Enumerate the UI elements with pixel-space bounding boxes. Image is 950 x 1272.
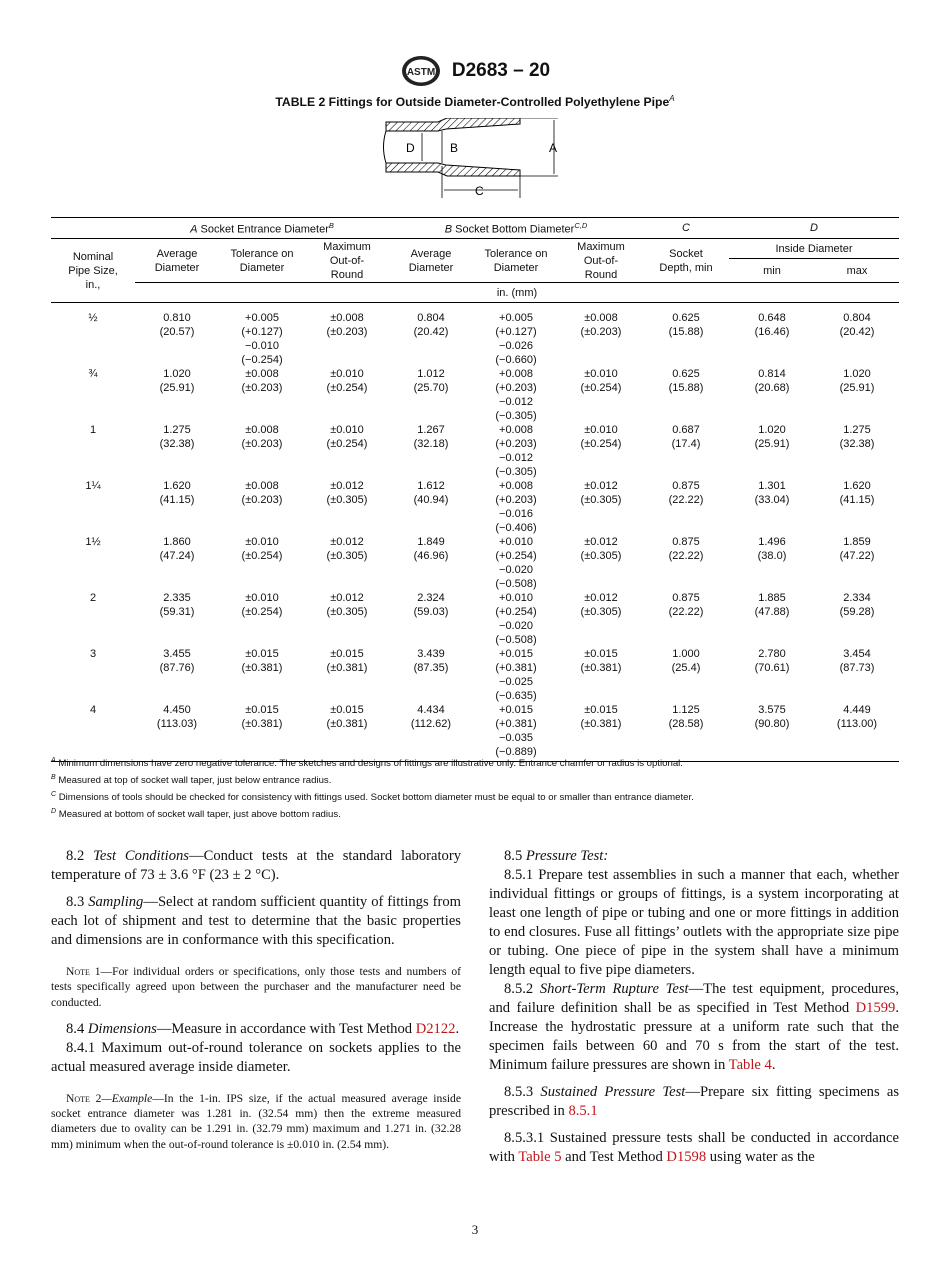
dim-label-b: B [450,141,459,155]
table-row [51,311,899,367]
cell-a-avg: 1.020 (25.91) [159,367,195,394]
cell-d-min: 1.020 (25.91) [754,423,790,450]
cell-d-min: 1.301 (33.04) [754,479,790,506]
link-table-5[interactable]: Table 5 [518,1149,562,1165]
section-8-5-1: 8.5.1 Prepare test assemblies in such a manner that each, whether individual fittings or groups of fittings, is a system incorporating at least one length of pipe or tubing and one or more fittings in addition to end closures. Fuse all fittings’ outlets with the appropriate size pipe or tubing. One piece of pipe in the system shall have a minimum length equal to five pipe diameters. [489,867,899,978]
cell-d-min: 1.496 (38.0) [757,535,787,562]
cell-b-oor: ±0.015 (±0.381) [580,647,622,674]
note-2: Note 2—Example—In the 1-in. IPS size, if the actual measured average inside socket entrance diameter was 1.281 in. (32.54 mm) then the extreme measured diameters due to ovality can be 1.291 in. (32.79 mm) maximum and 1.271 in. (32.28 mm) minimum when the out-of-round tolerance is ±0.010 in. (2.54 mm). [51,1091,461,1151]
fittings-table [51,217,899,762]
cell-b-oor: ±0.012 (±0.305) [580,479,622,506]
cell-a-avg: 3.455 (87.76) [159,647,195,674]
cell-a-oor: ±0.015 (±0.381) [326,647,368,674]
section-8-5-2: 8.5.2 Short-Term Rupture Test—The test equipment, procedures, and failure definition shall be as specified in Test Method D1599. Increase the hydrostatic pressure at a uniform rate such that the specimen fails between 60 and 70 s from the start of the test. Minimum failure pressures are shown in Table 4. [489,981,899,1073]
table-row [51,367,899,423]
cell-size: 1¼ [85,479,101,492]
col-oor-b: Maximum Out-of-Round [577,240,625,281]
dim-label-a: A [549,141,558,155]
cell-d-max: 4.449 (113.00) [815,703,899,762]
dim-label-c: C [475,184,484,198]
group-c-header: C [643,218,729,239]
cell-size: 2 [89,591,97,604]
left-column [51,847,461,1162]
cell-size: ½ [88,311,98,324]
cell-b-avg: 1.849 (46.96) [413,535,449,562]
table-group-header-row [51,218,899,239]
cell-b-oor: ±0.008 (±0.203) [580,311,622,338]
section-8-5-3: 8.5.3 Sustained Pressure Test—Prepare six fitting specimens as prescribed in 8.5.1 [489,1084,899,1119]
cell-size: 1½ [85,535,101,548]
cell-a-avg: 1.275 (32.38) [159,423,195,450]
cell-b-tol: +0.010 (+0.254) −0.020 (−0.508) [495,535,537,590]
cell-c: 0.625 (15.88) [668,311,704,338]
cell-a-oor: ±0.010 (±0.254) [326,367,368,394]
col-inside-diameter: Inside Diameter [729,239,899,259]
cell-b-avg: 1.012 (25.70) [413,367,449,394]
cell-c: 0.875 (22.22) [668,479,704,506]
group-b-header: B Socket Bottom Diameter$^{C,D}$ [389,218,643,239]
table-row [51,479,899,535]
col-oor-a: Maximum Out-of-Round [323,240,371,281]
cell-b-avg: 2.324 (59.03) [413,591,449,618]
cell-d-min: 3.575 (90.80) [729,703,815,762]
cell-b-oor: ±0.010 (±0.254) [580,423,622,450]
col-avg-a: Average Diameter [154,247,200,274]
cell-a-tol: ±0.008 (±0.203) [241,479,283,506]
cell-a-oor: ±0.015 (±0.381) [305,703,389,762]
astm-logo-text: ASTM [406,67,436,78]
cell-b-tol: +0.005 (+0.127) −0.026 (−0.660) [495,311,537,366]
col-tol-b: Tolerance on Diameter [484,247,548,274]
cell-a-oor: ±0.012 (±0.305) [326,591,368,618]
cell-b-avg: 0.804 (20.42) [413,311,449,338]
cell-b-avg: 4.434 (112.62) [389,703,473,762]
col-max: max [846,264,868,277]
cell-b-tol: +0.015 (+0.381) −0.035 (−0.889) [473,703,559,762]
cell-d-max: 1.020 (25.91) [839,367,875,394]
cell-b-oor: ±0.015 (±0.381) [559,703,643,762]
cell-b-oor: ±0.012 (±0.305) [580,535,622,562]
right-column [489,847,899,1167]
cell-a-avg: 1.860 (47.24) [159,535,195,562]
cell-a-avg: 4.450 (113.03) [135,703,219,762]
table-row [51,591,899,647]
link-table-4[interactable]: Table 4 [728,1057,772,1073]
col-nominal: Nominal Pipe Size, in., [51,239,135,303]
section-8-4-1: 8.4.1 Maximum out-of-round tolerance on sockets applies to the actual measured average inside diameter. [51,1039,461,1075]
cell-a-oor: ±0.012 (±0.305) [326,479,368,506]
group-a-header: A Socket Entrance Diameter$^B$ [135,218,389,239]
table-title: TABLE 2 Fittings for Outside Diameter-Controlled Polyethylene Pipe$^A$ [275,94,675,110]
cell-a-tol: ±0.010 (±0.254) [241,535,283,562]
section-8-3: 8.3 Sampling—Select at random sufficient quantity of fittings from each lot of shipment and test to determine that the basic properties and dimensions are in conformance with this specification. [51,894,461,948]
cell-d-min: 0.814 (20.68) [754,367,790,394]
col-min: min [763,264,781,277]
units-row: in. (mm) [135,283,899,303]
table-row [51,703,899,762]
cell-b-avg: 1.267 (32.18) [413,423,449,450]
cell-d-max: 2.334 (59.28) [839,591,875,618]
link-8-5-1[interactable]: 8.5.1 [568,1103,598,1119]
cell-a-tol: ±0.008 (±0.203) [241,423,283,450]
table-row [51,535,899,591]
cell-a-avg: 2.335 (59.31) [159,591,195,618]
table-row [51,647,899,703]
cell-a-tol: ±0.008 (±0.203) [241,367,283,394]
cell-a-avg: 0.810 (20.57) [159,311,195,338]
dim-label-d: D [406,141,415,155]
cell-c: 0.875 (22.22) [668,535,704,562]
cell-c: 0.875 (22.22) [668,591,704,618]
cell-b-tol: +0.008 (+0.203) −0.012 (−0.305) [495,367,537,422]
cell-b-tol: +0.015 (+0.381) −0.025 (−0.635) [495,647,537,702]
page-number: 3 [471,1222,479,1237]
col-avg-b: Average Diameter [408,247,454,274]
link-d1599[interactable]: D1599 [855,1000,896,1016]
section-8-2: 8.2 Test Conditions—Conduct tests at the standard laboratory temperature of 73 ± 3.6 °F (23 ± 2 °C). [51,848,461,883]
section-8-5-3-1: 8.5.3.1 Sustained pressure tests shall be conducted in accordance with Table 5 and Test Method D1598 using water as the [489,1130,899,1165]
cell-size: 4 [51,703,135,762]
document-code: D2683 – 20 [451,60,551,81]
cell-d-max: 0.804 (20.42) [839,311,875,338]
fitting-wall-bottom [386,163,520,176]
cell-d-min: 1.885 (47.88) [754,591,790,618]
cell-d-max: 1.620 (41.15) [839,479,875,506]
cell-b-oor: ±0.010 (±0.254) [580,367,622,394]
cell-size: ¾ [88,367,98,380]
footnote: $^C$ Dimensions of tools should be checked for consistency with fittings used. Socket bottom diameter must be equal to or smaller than entrance diameter. [51,790,694,804]
footnote: $^D$ Measured at bottom of socket wall taper, just above bottom radius. [51,807,341,821]
cell-b-tol: +0.008 (+0.203) −0.012 (−0.305) [495,423,537,478]
cell-a-avg: 1.620 (41.15) [159,479,195,506]
col-tol-a: Tolerance on Diameter [230,247,294,274]
cell-c: 0.625 (15.88) [668,367,704,394]
cell-d-max: 1.859 (47.22) [839,535,875,562]
cell-d-max: 1.275 (32.38) [839,423,875,450]
cell-a-tol: ±0.010 (±0.254) [241,591,283,618]
table-row [51,423,899,479]
page-header [0,54,950,88]
cell-a-oor: ±0.008 (±0.203) [326,311,368,338]
cell-d-max: 3.454 (87.73) [839,647,875,674]
link-d1598[interactable]: D1598 [666,1149,707,1165]
group-d-header: D [729,218,899,239]
cell-a-tol: +0.005 (+0.127) −0.010 (−0.254) [241,311,283,366]
section-8-5: 8.5 Pressure Test: [504,848,609,864]
fitting-socket-diagram [380,118,580,200]
cell-c: 1.000 (25.4) [671,647,701,674]
cell-b-oor: ±0.012 (±0.305) [580,591,622,618]
footnote: $^A$ Minimum dimensions have zero negative tolerance. The sketches and designs of fittings are illustrative only. Entrance chamfer or radius is optional. [51,757,683,770]
link-d2122[interactable]: D2122 [415,1020,456,1037]
cell-a-oor: ±0.010 (±0.254) [326,423,368,450]
fitting-wall-top [386,118,520,131]
cell-b-avg: 1.612 (40.94) [413,479,449,506]
note-1: Note 1—For individual orders or specifications, only those tests and numbers of tests specifically agreed upon between the purchaser and the manufacturer need be conducted. [51,965,461,1009]
cell-b-tol: +0.008 (+0.203) −0.016 (−0.406) [495,479,537,534]
section-8-4: 8.4 Dimensions—Measure in accordance with Test Method D2122. [66,1020,460,1037]
cell-a-tol: ±0.015 (±0.381) [219,703,305,762]
cell-b-avg: 3.439 (87.35) [413,647,449,674]
cell-size: 3 [89,647,97,660]
cell-b-tol: +0.010 (+0.254) −0.020 (−0.508) [495,591,537,646]
footnote: $^B$ Measured at top of socket wall taper, just below entrance radius. [51,773,332,787]
cell-a-tol: ±0.015 (±0.381) [241,647,283,674]
cell-a-oor: ±0.012 (±0.305) [326,535,368,562]
cell-c: 1.125 (28.58) [643,703,729,762]
cell-size: 1 [89,423,97,436]
cell-c: 0.687 (17.4) [671,423,701,450]
table-footnotes [51,754,911,822]
cell-d-min: 2.780 (70.61) [754,647,790,674]
cell-d-min: 0.648 (16.46) [754,311,790,338]
col-socket-depth: Socket Depth, min [659,247,713,274]
astm-logo-icon [400,54,442,88]
